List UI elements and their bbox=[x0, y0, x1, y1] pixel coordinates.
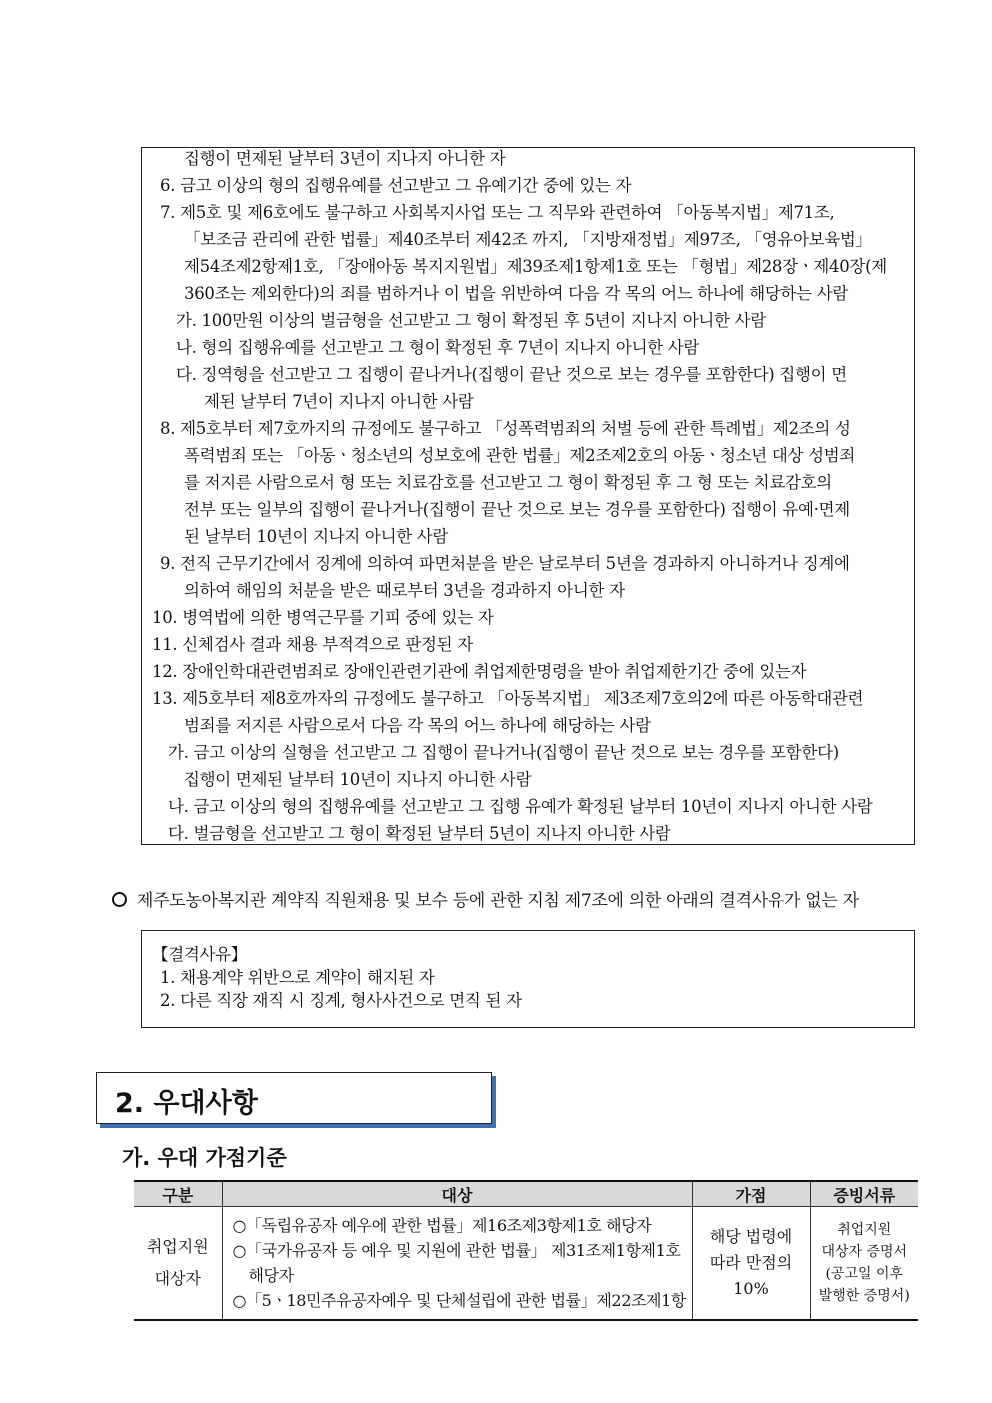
list-line: 전부 또는 일부의 집행이 끝나거나(집행이 끝난 것으로 보는 경우를 포함한다) 집행이 유예·면제 bbox=[184, 500, 850, 519]
list-line: 제54조제2항제1호, 「장애아동 복지지원법」제39조제1항제1호 또는 「형법」제28장ㆍ제40장(제 bbox=[184, 257, 887, 276]
section-heading bbox=[96, 1072, 492, 1124]
list-subitem: 가. 금고 이상의 실형을 선고받고 그 집행이 끝나거나(집행이 끝난 것으로 보는 경우를 포함한다) bbox=[168, 743, 839, 762]
disqualification-box bbox=[141, 147, 915, 845]
list-subitem: 나. 금고 이상의 형의 집행유예를 선고받고 그 집행 유예가 확정된 날부터 10년이 지나지 아니한 사람 bbox=[168, 797, 873, 816]
list-item: 9. 전직 근무기간에서 징계에 의하여 파면처분을 받은 날로부터 5년을 경과하지 아니하거나 징계에 bbox=[160, 554, 850, 573]
circle-bullet-icon bbox=[112, 892, 127, 907]
bullet-text: 제주도농아복지관 계약직 직원채용 및 보수 등에 관한 지침 제7조에 의한 아래의 결격사유가 없는 자 bbox=[137, 891, 859, 911]
cell-text: 취업지원 bbox=[837, 1222, 892, 1238]
list-line: 폭력범죄 또는 「아동ㆍ청소년의 성보호에 관한 법률」제2조제2호의 아동ㆍ청소년 대상 성범죄 bbox=[184, 446, 855, 465]
cell-text: ○「국가유공자 등 예우 및 지원에 관한 법률」 제31조제1항제1호 bbox=[232, 1241, 681, 1260]
list-item: 8. 제5호부터 제7호까지의 규정에도 불구하고 「성폭력범죄의 처벌 등에 관한 특례법」제2조의 성 bbox=[160, 419, 851, 438]
cell-text: 해당 법령에 bbox=[709, 1227, 793, 1246]
cell-text: 대상자 bbox=[154, 1269, 201, 1288]
points-cell bbox=[692, 1207, 810, 1321]
list-line: 를 저지른 사람으로서 형 또는 치료감호를 선고받고 그 형이 확정된 후 그 형 또는 치료감호의 bbox=[184, 473, 832, 492]
list-item: 1. 채용계약 위반으로 계약이 해지된 자 bbox=[160, 968, 435, 987]
cell-text: 해당자 bbox=[248, 1266, 294, 1285]
list-line: 360조는 제외한다)의 죄를 범하거나 이 법을 위반하여 다음 각 목의 어느 하나에 해당하는 사람 bbox=[184, 284, 849, 303]
list-subitem: 나. 형의 집행유예를 선고받고 그 형이 확정된 후 7년이 지나지 아니한 사람 bbox=[176, 338, 700, 357]
cell-text: 따라 만점의 bbox=[709, 1253, 793, 1272]
category-cell bbox=[134, 1207, 222, 1321]
list-item: 12. 장애인학대관련범죄로 장애인관련기관에 취업제한명령을 받아 취업제한기간 중에 있는자 bbox=[152, 662, 807, 681]
list-subitem: 가. 100만원 이상의 벌금형을 선고받고 그 형이 확정된 후 5년이 지나지 아니한 사람 bbox=[176, 311, 766, 330]
cell-text: ○「독립유공자 예우에 관한 법률」제16조제3항제1호 해당자 bbox=[232, 1216, 652, 1235]
list-item: 7. 제5호 및 제6호에도 불구하고 사회복지사업 또는 그 직무와 관련하여 「아동복지법」제71조, bbox=[160, 203, 835, 222]
list-line: 된 날부터 10년이 지나지 아니한 사람 bbox=[184, 527, 449, 546]
cell-text: 10% bbox=[733, 1279, 769, 1298]
list-item: 2. 다른 직장 재직 시 징계, 형사사건으로 면직 된 자 bbox=[160, 991, 522, 1010]
documents-cell bbox=[810, 1207, 918, 1321]
cell-text: (공고일 이후 bbox=[825, 1266, 904, 1282]
table-header-row bbox=[134, 1181, 918, 1207]
list-subitem: 다. 벌금형을 선고받고 그 형이 확정된 날부터 5년이 지나지 아니한 사람 bbox=[168, 824, 671, 843]
column-header: 증빙서류 bbox=[810, 1181, 918, 1207]
column-header: 대상 bbox=[222, 1181, 692, 1207]
section-title: 2. 우대사항 bbox=[115, 1088, 258, 1119]
list-line: 「보조금 관리에 관한 법률」제40조부터 제42조 까지, 「지방재정법」제97조, 「영유아보육법」 bbox=[184, 230, 872, 249]
table-row bbox=[134, 1207, 918, 1321]
list-line: 집행이 면제된 날부터 10년이 지나지 아니한 사람 bbox=[184, 770, 532, 789]
list-line: 집행이 면제된 날부터 3년이 지나지 아니한 자 bbox=[184, 149, 506, 168]
list-item: 6. 금고 이상의 형의 집행유예를 선고받고 그 유예기간 중에 있는 자 bbox=[160, 176, 632, 195]
list-line: 의하여 해임의 처분을 받은 때로부터 3년을 경과하지 아니한 자 bbox=[184, 581, 625, 600]
list-subitem: 다. 징역형을 선고받고 그 집행이 끝나거나(집행이 끝난 것으로 보는 경우를 포함한다) 집행이 면 bbox=[176, 365, 847, 384]
column-header: 가점 bbox=[692, 1181, 810, 1207]
preference-points-table bbox=[134, 1180, 918, 1321]
column-header: 구분 bbox=[134, 1181, 222, 1207]
cell-text: ○「5ㆍ18민주유공자예우 및 단체설립에 관한 법률」제22조제1항 bbox=[232, 1291, 686, 1310]
target-cell bbox=[222, 1207, 692, 1321]
list-item: 11. 신체검사 결과 채용 부적격으로 판정된 자 bbox=[152, 635, 473, 654]
bullet-statement bbox=[112, 886, 859, 911]
list-item: 10. 병역법에 의한 병역근무를 기피 중에 있는 자 bbox=[152, 608, 494, 627]
list-line: 제된 날부터 7년이 지나지 아니한 사람 bbox=[204, 392, 474, 411]
cell-text: 취업지원 bbox=[146, 1237, 209, 1256]
list-item: 13. 제5호부터 제8호까자의 규정에도 불구하고 「아동복지법」 제3조제7호의2에 따른 아동학대관련 bbox=[152, 689, 864, 708]
subsection-title: 가. 우대 가점기준 bbox=[122, 1146, 287, 1170]
box-title: 【결격사유】 bbox=[152, 945, 247, 964]
list-line: 범죄를 저지른 사람으로서 다음 각 목의 어느 하나에 해당하는 사람 bbox=[184, 716, 651, 735]
cell-text: 발행한 증명서) bbox=[818, 1288, 910, 1304]
cell-text: 대상자 증명서 bbox=[821, 1244, 908, 1260]
